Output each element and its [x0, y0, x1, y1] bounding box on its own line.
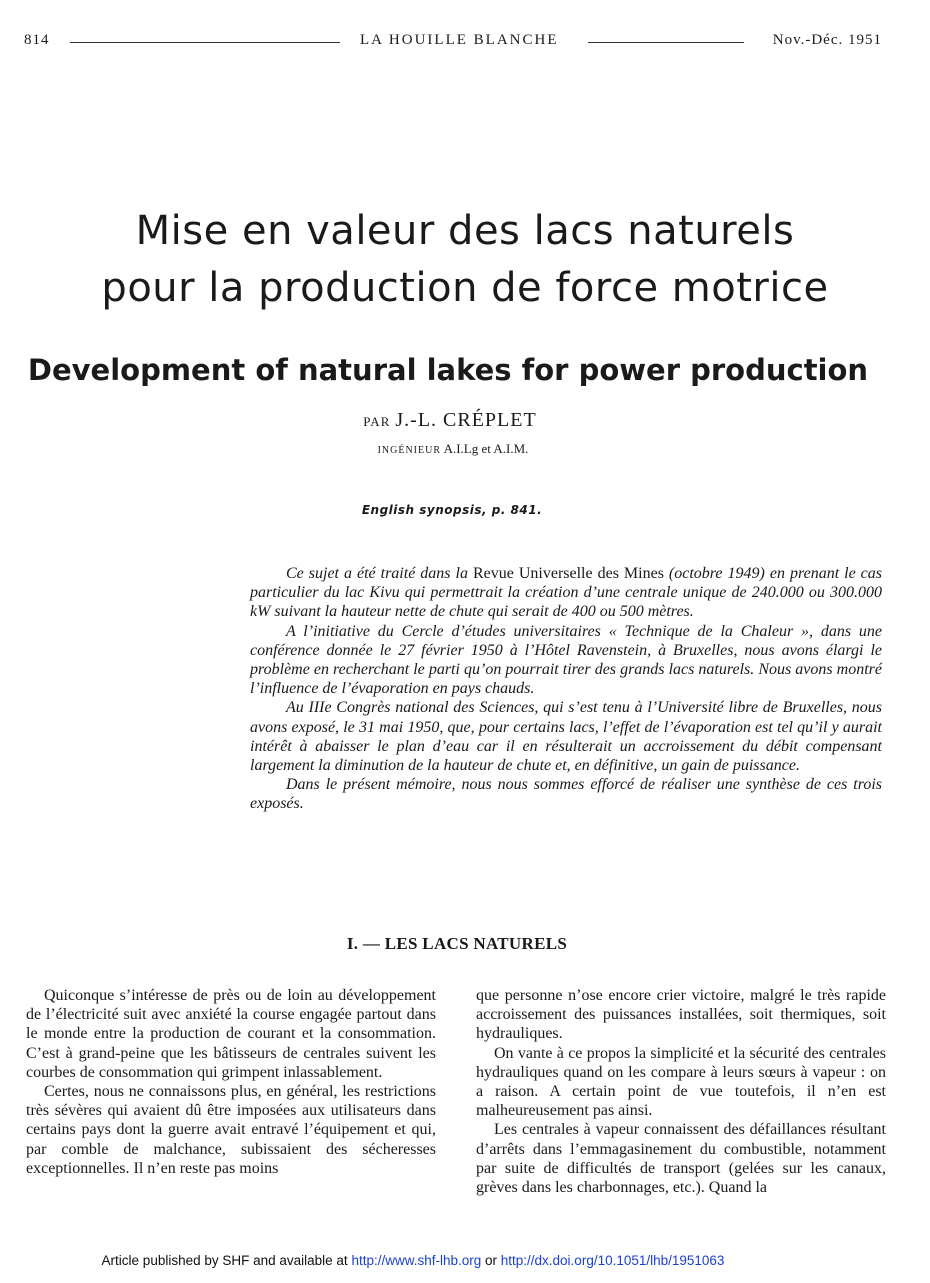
publisher-footer	[0, 1253, 826, 1268]
author-title-prefix: INGÉNIEUR	[377, 445, 442, 456]
page-number: 814	[24, 32, 50, 48]
footer-text: Article published by SHF and available at	[101, 1253, 352, 1268]
shf-lhb-link[interactable]: http://www.shf-lhb.org	[351, 1253, 482, 1268]
author-title-rest: A.I.Lg et A.I.M.	[443, 441, 529, 456]
header-rule-right	[588, 42, 744, 43]
body-paragraph: que personne n’ose encore crier victoire, malgré le très rapide accroissement des puissances installées, soit thermiques, soit hydrauliques.	[476, 987, 886, 1043]
body-paragraph: Quiconque s’intéresse de près ou de loin au développement de l’électricité suit avec anxiété la course engagée partout dans le monde entre la production de courant et la consommation. C’est à grand-peine que les bâtisseurs de centrales suivent les courbes de consommation qui grimpent inlassablement.	[26, 987, 436, 1081]
author-name: J.-L. CRÉPLET	[395, 409, 537, 431]
journal-title: LA HOUILLE BLANCHE	[360, 32, 559, 48]
title-line-1: Mise en valeur des lacs naturels	[135, 208, 795, 254]
english-synopsis-note: English synopsis, p. 841.	[361, 503, 543, 517]
journal-reference: Revue Universelle des Mines	[472, 565, 664, 582]
abstract-paragraph-4: Dans le présent mémoire, nous nous sommes efforcé de réaliser une synthèse de ces trois exposés.	[250, 776, 882, 813]
body-column-right	[476, 986, 886, 1197]
header-rule-left	[70, 42, 340, 43]
abstract-paragraph-1: Ce sujet a été traité dans la Revue Universelle des Mines (octobre 1949) en prenant le cas particulier du lac Kivu qui permettrait la création d’une centrale unique de 240.000 ou 300.000 kW suivant la hauteur nette de chute qui serait de 400 ou 500 mètres.	[250, 565, 883, 621]
body-column-left	[26, 986, 436, 1178]
body-paragraph: Certes, nous ne connaissons plus, en général, les restrictions très sévères qui avaient dû être imposées aux utilisateurs dans certains pays dont la guerre avait entravé l’équipement et qui, par comble de malchance, subissaient des sécheresses exceptionnelles. Il n’en reste pas moins	[26, 1083, 436, 1177]
abstract-paragraph-2: A l’initiative du Cercle d’études universitaires « Technique de la Chaleur », dans une conférence donnée le 27 février 1950 à l’Hôtel Ravenstein, à Bruxelles, nous avons élargi le problème en recherchant le parti qu’on pourrait tirer des grands lacs naturels. Nous avons montré l’influence de l’évaporation en pays chauds.	[250, 622, 882, 698]
author-line	[0, 409, 900, 432]
section-heading: I. — LES LACS NATURELS	[346, 934, 568, 953]
running-header	[24, 30, 882, 52]
abstract	[250, 564, 882, 814]
article-title-english: Development of natural lakes for power production	[27, 353, 869, 387]
issue-date: Nov.-Déc. 1951	[772, 32, 882, 48]
body-paragraph: On vante à ce propos la simplicité et la sécurité des centrales hydrauliques quand on les compare à leurs sœurs à vapeur : on a raison. A certain point de vue toutefois, il n’en est malheureusement pas ainsi.	[476, 1044, 886, 1120]
article-title-french	[0, 203, 930, 317]
doi-link[interactable]: http://dx.doi.org/10.1051/lhb/1951063	[500, 1253, 725, 1268]
footer-text-or: or	[481, 1253, 501, 1268]
author-prefix: PAR	[363, 414, 391, 429]
title-line-2: pour la production de force motrice	[101, 265, 829, 311]
body-paragraph: Les centrales à vapeur connaissent des défaillances résultant d’arrêts dans l’emmagasinement du combustible, notamment par suite de difficultés de transport (gelées sur les canaux, grèves dans les charbonnages, etc.). Quand la	[476, 1121, 886, 1197]
abstract-paragraph-3: Au IIIe Congrès national des Sciences, qui s’est tenu à l’Université libre de Bruxelles, nous avons exposé, le 31 mai 1950, que, pour certains lacs, l’effet de l’évaporation est tel qu’il y aurait intérêt à abaisser le plan d’eau car il en résulterait un accroissement du débit compensant largement la diminution de la hauteur de chute et, en définitive, un gain de puissance.	[250, 699, 882, 775]
author-affiliation	[0, 441, 906, 457]
